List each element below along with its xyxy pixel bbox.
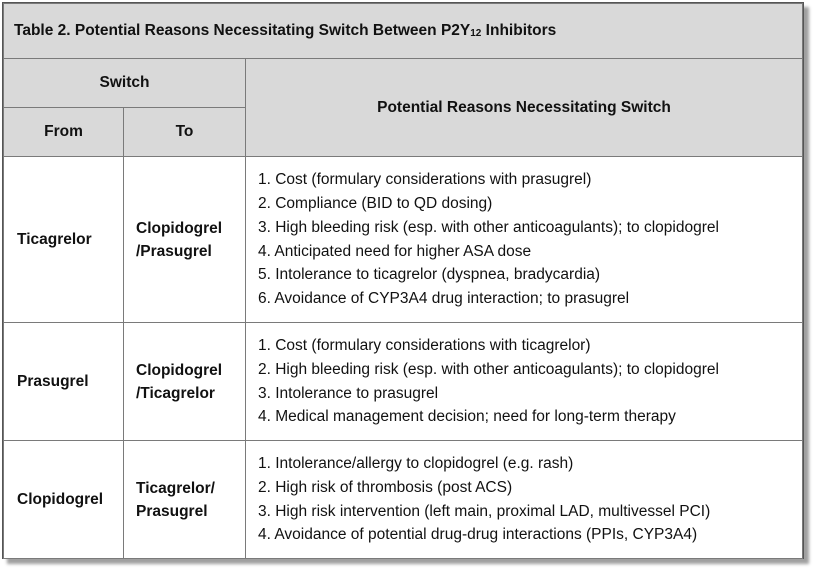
switch-reasons-table (3, 3, 803, 559)
list-item: 2. Compliance (BID to QD dosing) (258, 194, 493, 212)
list-item: 3. Intolerance to prasugrel (258, 384, 439, 402)
reasons-list (258, 452, 802, 547)
reasons-list (258, 334, 802, 429)
list-item: 4. Medical management decision; need for long-term therapy (258, 408, 676, 426)
list-item: 3. High bleeding risk (esp. with other anticoagulants); to clopidogrel (258, 218, 719, 236)
table-frame (2, 2, 804, 559)
list-item: 4. Avoidance of potential drug-drug interactions (PPIs, CYP3A4) (258, 526, 698, 544)
table-row (4, 441, 803, 559)
row-reasons (246, 323, 803, 441)
caption-suffix: Inhibitors (481, 22, 557, 39)
table-caption (4, 4, 803, 59)
table-row (4, 157, 803, 323)
list-item: 2. High bleeding risk (esp. with other anticoagulants); to clopidogrel (258, 360, 719, 378)
list-item: 4. Anticipated need for higher ASA dose (258, 242, 532, 260)
list-item: 1. Cost (formulary considerations with ticagrelor) (258, 336, 591, 354)
header-from: From (4, 108, 124, 157)
row-to-line2: /Prasugrel (136, 242, 212, 260)
row-reasons (246, 157, 803, 323)
row-to-line2: /Ticagrelor (136, 384, 215, 402)
row-to-line1: Clopidogrel (136, 219, 223, 237)
row-to-line1: Ticagrelor/ (136, 479, 215, 497)
row-to (124, 323, 246, 441)
row-from: Prasugrel (4, 323, 124, 441)
row-to-line1: Clopidogrel (136, 361, 223, 379)
caption-subscript: 12 (470, 28, 482, 39)
row-from: Ticagrelor (4, 157, 124, 323)
list-item: 1. Intolerance/allergy to clopidogrel (e.g. rash) (258, 454, 574, 472)
row-to-line2: Prasugrel (136, 502, 208, 520)
list-item: 6. Avoidance of CYP3A4 drug interaction; to prasugrel (258, 290, 630, 308)
row-from: Clopidogrel (4, 441, 124, 559)
list-item: 5. Intolerance to ticagrelor (dyspnea, bradycardia) (258, 266, 601, 284)
row-to (124, 157, 246, 323)
row-to (124, 441, 246, 559)
list-item: 3. High risk intervention (left main, proximal LAD, multivessel PCI) (258, 502, 711, 520)
header-switch: Switch (4, 59, 246, 108)
header-reasons: Potential Reasons Necessitating Switch (246, 59, 803, 157)
header-to: To (124, 108, 246, 157)
row-reasons (246, 441, 803, 559)
list-item: 2. High risk of thrombosis (post ACS) (258, 478, 513, 496)
table-row (4, 323, 803, 441)
caption-prefix: Table 2. Potential Reasons Necessitating Switch Between P2Y (14, 22, 471, 39)
reasons-list (258, 168, 802, 311)
list-item: 1. Cost (formulary considerations with prasugrel) (258, 171, 592, 189)
